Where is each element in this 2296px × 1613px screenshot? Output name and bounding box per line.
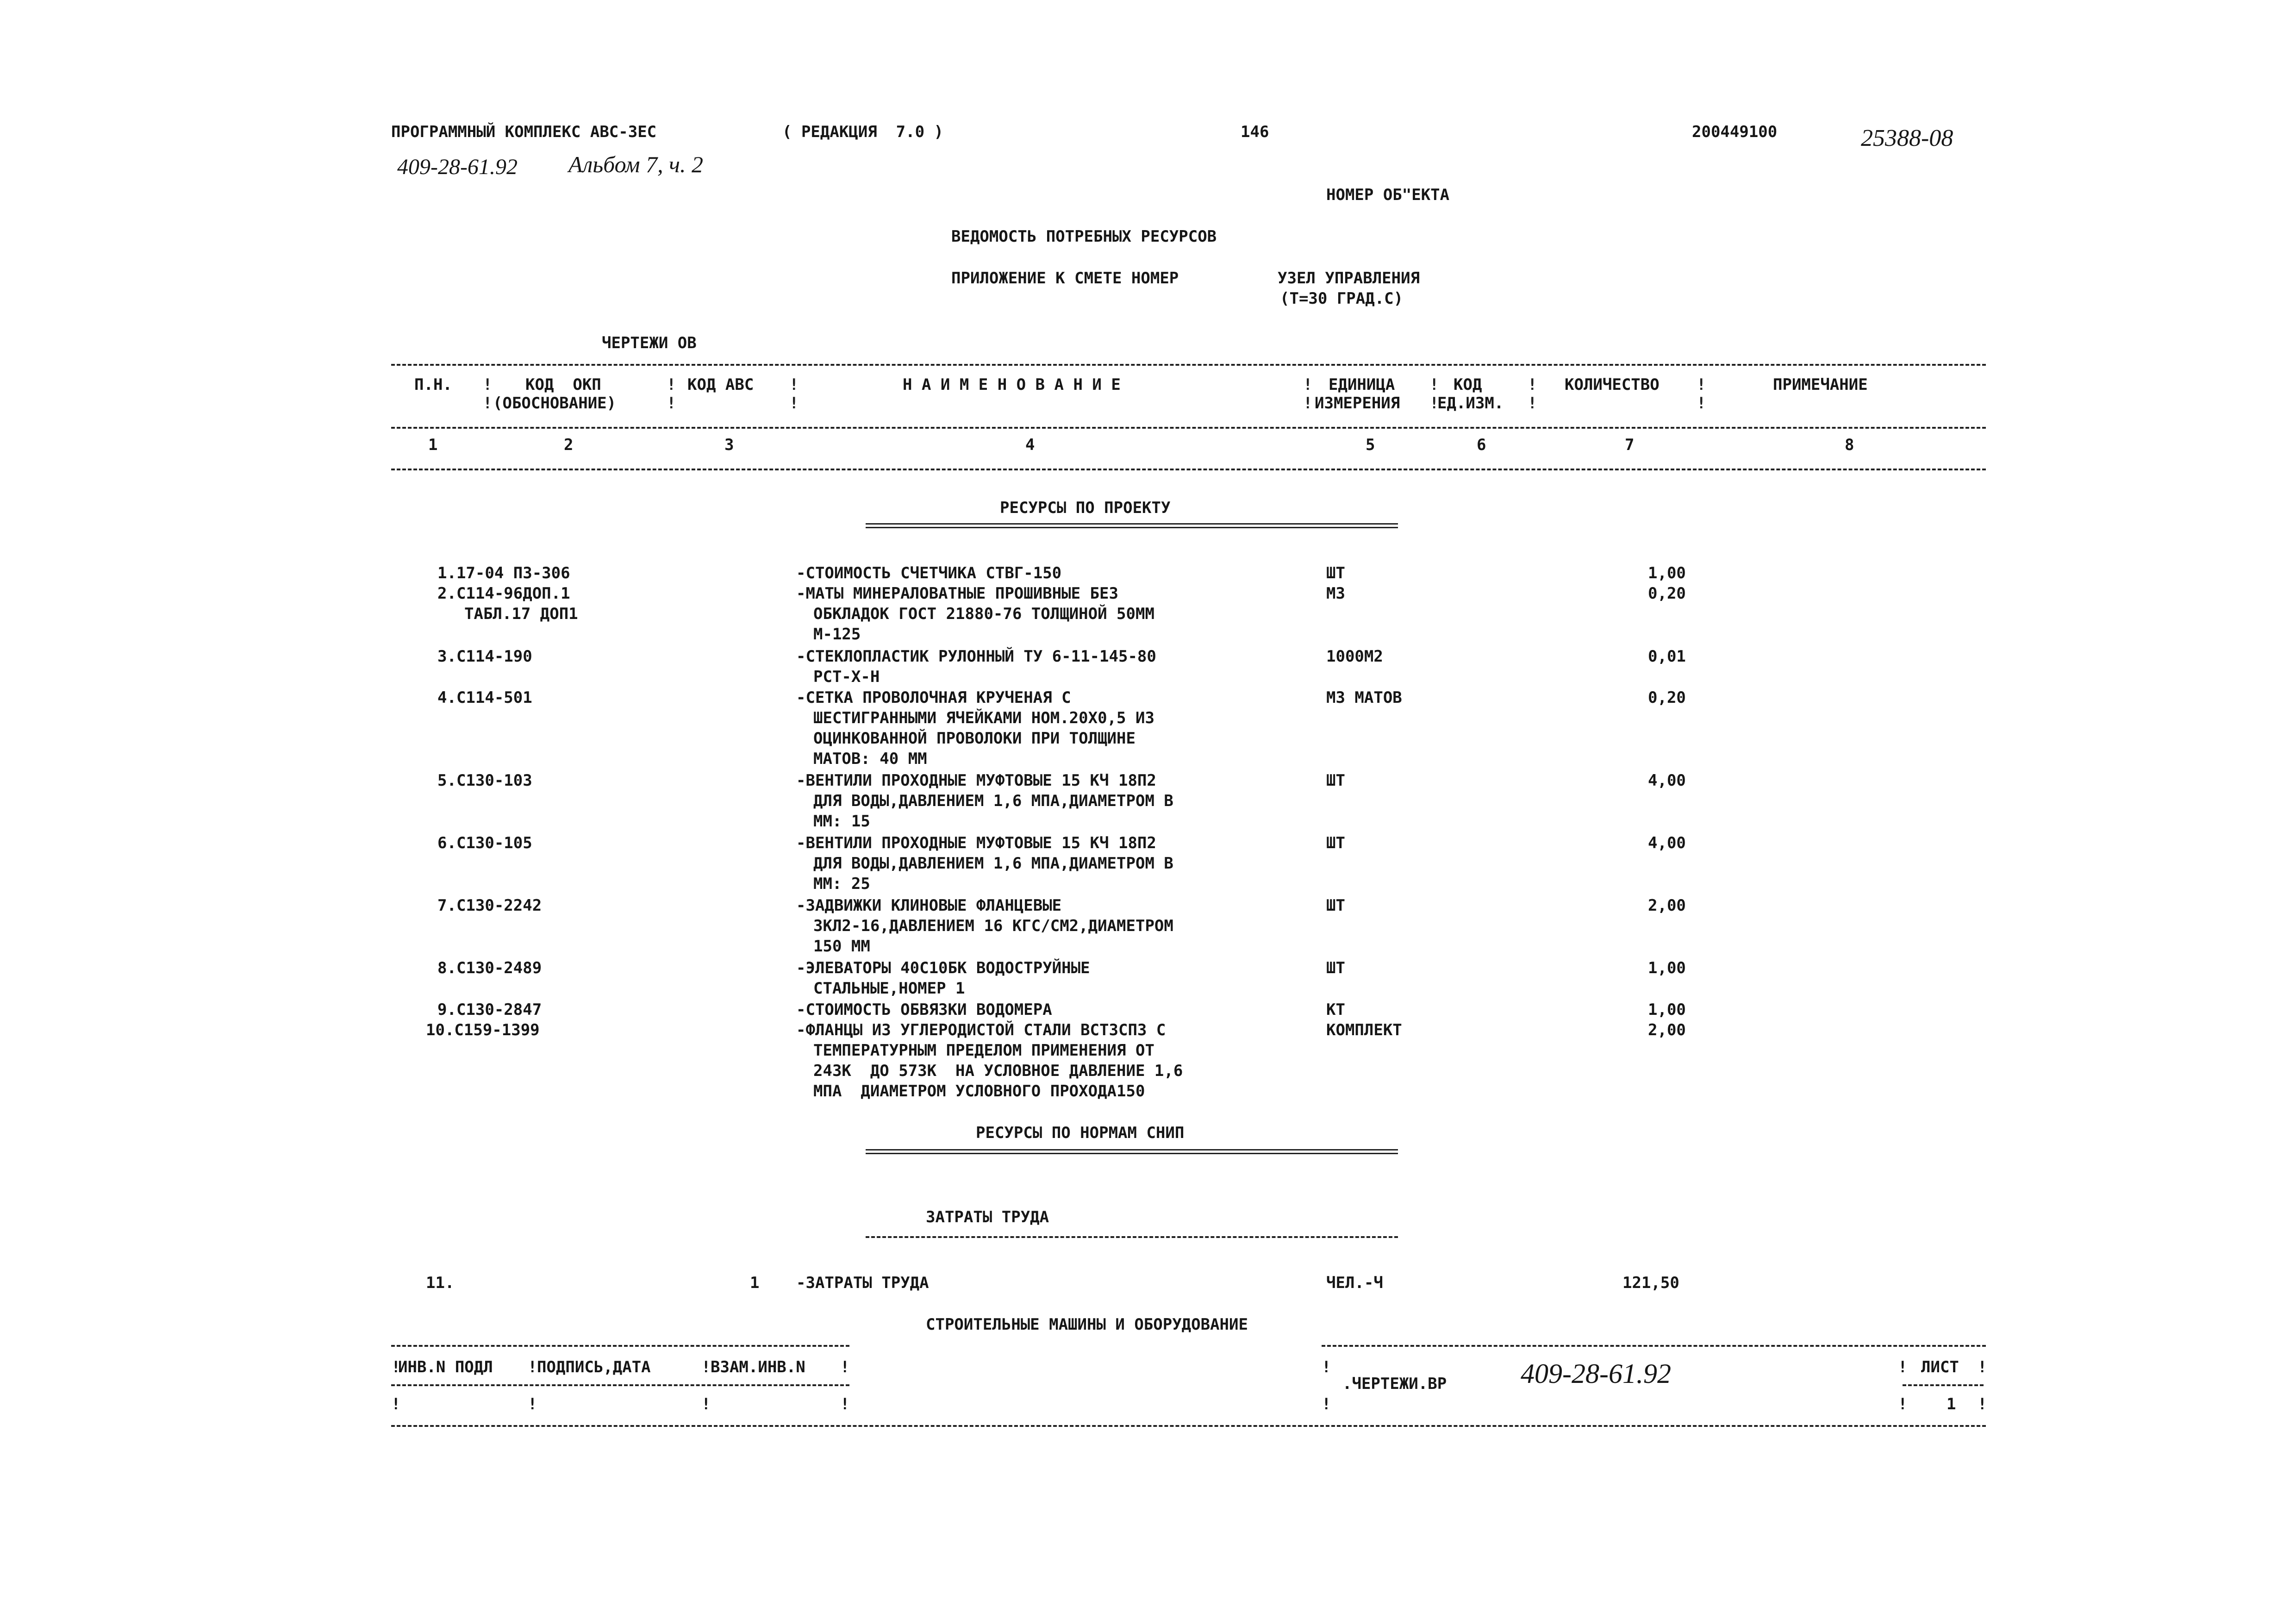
col-separator: ! [1697, 375, 1706, 394]
row-code: 4.С114-501 [437, 688, 532, 707]
row-code: 2.С114-96ДОП.1 [437, 584, 570, 603]
row-name: ДЛЯ ВОДЫ,ДАВЛЕНИЕМ 1,6 МПА,ДИАМЕТРОМ В [813, 792, 1173, 810]
row-quantity: 2,00 [1648, 896, 1686, 915]
footer-separator: ! [1898, 1395, 1908, 1413]
row-name: -ФЛАНЦЫ ИЗ УГЛЕРОДИСТОЙ СТАЛИ ВСТ3СП3 С [796, 1021, 1166, 1039]
row-unit: М3 МАТОВ [1326, 688, 1402, 707]
col-abc: КОД АВС [687, 375, 754, 394]
handwritten-album-label: Альбом 7, ч. 2 [568, 151, 703, 177]
row-name: М-125 [813, 625, 861, 644]
document-code: 200449100 [1692, 123, 1778, 141]
section-underline [866, 523, 1398, 525]
row-code: 8.С130-2489 [437, 959, 542, 977]
col-separator: ! [1429, 394, 1439, 413]
col-separator: ! [789, 375, 799, 394]
footer-left-top-rule [391, 1345, 849, 1347]
row-name: МАТОВ: 40 ММ [813, 750, 927, 768]
section-underline [866, 1149, 1398, 1150]
col-unit-code-line2: ЕД.ИЗМ. [1437, 394, 1504, 413]
object-number-label: НОМЕР ОБ"ЕКТА [1326, 186, 1450, 204]
col-name: Н А И М Е Н О В А Н И Е [903, 375, 1121, 394]
col-number: 5 [1366, 436, 1375, 454]
footer-inv-label: ИНВ.N ПОДЛ [398, 1358, 493, 1376]
section-snip-resources: РЕСУРСЫ ПО НОРМАМ СНИП [976, 1124, 1185, 1142]
document-title: ВЕДОМОСТЬ ПОТРЕБНЫХ РЕСУРСОВ [951, 227, 1217, 246]
row-name: ДЛЯ ВОДЫ,ДАВЛЕНИЕМ 1,6 МПА,ДИАМЕТРОМ В [813, 854, 1173, 873]
footer-sheet-mid-rule [1903, 1384, 1984, 1386]
footer-separator: ! [701, 1358, 711, 1376]
row-name: СТАЛЬНЫЕ,НОМЕР 1 [813, 979, 965, 998]
row-quantity: 0,01 [1648, 647, 1686, 666]
footer-sheet-number: 1 [1947, 1395, 1956, 1413]
table-top-rule [391, 364, 1986, 366]
footer-handwritten-code: 409-28-61.92 [1521, 1358, 1671, 1389]
row-unit: ШТ [1326, 959, 1345, 977]
col-separator: ! [1429, 375, 1439, 394]
footer-separator: ! [528, 1358, 537, 1376]
footer-separator: ! [1322, 1395, 1331, 1413]
footer-separator: ! [1322, 1358, 1331, 1376]
labor-abc: 1 [750, 1274, 760, 1292]
subtitle-line-2: (Т=30 ГРАД.С) [1280, 289, 1404, 308]
row-code: 3.С114-190 [437, 647, 532, 666]
row-quantity: 4,00 [1648, 834, 1686, 852]
footer-left-mid-rule [391, 1384, 849, 1386]
section-project-resources: РЕСУРСЫ ПО ПРОЕКТУ [1000, 499, 1171, 517]
row-name: МПА ДИАМЕТРОМ УСЛОВНОГО ПРОХОДА150 [813, 1082, 1145, 1100]
drawings-label: ЧЕРТЕЖИ ОВ [602, 334, 697, 352]
edition: ( РЕДАКЦИЯ 7.0 ) [782, 123, 943, 141]
program-name: ПРОГРАММНЫЙ КОМПЛЕКС АВС-3ЕС [391, 123, 657, 141]
row-name: ММ: 25 [813, 875, 870, 893]
row-code: 9.С130-2847 [437, 1000, 542, 1019]
row-name: ОБКЛАДОК ГОСТ 21880-76 ТОЛЩИНОЙ 50ММ [813, 605, 1154, 623]
col-number: 8 [1845, 436, 1854, 454]
row-unit: 1000М2 [1326, 647, 1383, 666]
col-okp-line1: КОД ОКП [525, 375, 601, 394]
row-unit: ШТ [1326, 771, 1345, 790]
footer-drawings-label: .ЧЕРТЕЖИ.ВР [1342, 1375, 1447, 1393]
row-name: 150 ММ [813, 937, 870, 956]
col-note: ПРИМЕЧАНИЕ [1773, 375, 1868, 394]
labor-pn: 11. [426, 1274, 455, 1292]
row-unit: ШТ [1326, 834, 1345, 852]
col-separator: ! [1528, 394, 1537, 413]
row-quantity: 1,00 [1648, 959, 1686, 977]
col-separator: ! [789, 394, 799, 413]
row-quantity: 0,20 [1648, 688, 1686, 707]
row-name: -СЕТКА ПРОВОЛОЧНАЯ КРУЧЕНАЯ С [796, 688, 1071, 707]
footer-separator: ! [701, 1395, 711, 1413]
row-quantity: 1,00 [1648, 1000, 1686, 1019]
col-separator: ! [667, 375, 676, 394]
labor-unit: ЧЕЛ.-Ч [1326, 1274, 1383, 1292]
col-okp-line2: (ОБОСНОВАНИЕ) [493, 394, 617, 413]
col-separator: ! [483, 375, 493, 394]
subtitle-line-1: УЗЕЛ УПРАВЛЕНИЯ [1278, 269, 1420, 288]
col-number: 6 [1477, 436, 1486, 454]
row-name: ММ: 15 [813, 812, 870, 831]
row-unit: ШТ [1326, 564, 1345, 582]
row-quantity: 0,20 [1648, 584, 1686, 603]
page-number: 146 [1241, 123, 1269, 141]
footer-bottom-rule [391, 1425, 1986, 1427]
handwritten-album-code: 409-28-61.92 [397, 155, 518, 179]
footer-right-top-rule [1322, 1345, 1986, 1347]
footer-separator: ! [528, 1395, 537, 1413]
row-code: 5.С130-103 [437, 771, 532, 790]
col-pn: П.Н. [414, 375, 452, 394]
table-number-rule [391, 469, 1986, 470]
row-name: -ЭЛЕВАТОРЫ 40С10БК ВОДОСТРУЙНЫЕ [796, 959, 1090, 977]
row-unit: КТ [1326, 1000, 1345, 1019]
footer-sign-label: ПОДПИСЬ,ДАТА [537, 1358, 651, 1376]
footer-vzam-label: ВЗАМ.ИНВ.N [711, 1358, 805, 1376]
col-number: 4 [1025, 436, 1035, 454]
footer-separator: ! [1978, 1358, 1987, 1376]
section-labor: ЗАТРАТЫ ТРУДА [926, 1208, 1049, 1226]
row-code: ТАБЛ.17 ДОП1 [464, 605, 578, 623]
row-unit: КОМПЛЕКТ [1326, 1021, 1402, 1039]
row-name: -МАТЫ МИНЕРАЛОВАТНЫЕ ПРОШИВНЫЕ БЕЗ [796, 584, 1118, 603]
col-unit-line1: ЕДИНИЦА [1329, 375, 1395, 394]
subtitle-prefix: ПРИЛОЖЕНИЕ К СМЕТЕ НОМЕР [951, 269, 1179, 288]
col-separator: ! [483, 394, 493, 413]
footer-separator: ! [840, 1358, 850, 1376]
row-name: -СТОИМОСТЬ ОБВЯЗКИ ВОДОМЕРА [796, 1000, 1052, 1019]
labor-quantity: 121,50 [1622, 1274, 1679, 1292]
col-separator: ! [1697, 394, 1706, 413]
col-number: 2 [564, 436, 574, 454]
row-name: -ВЕНТИЛИ ПРОХОДНЫЕ МУФТОВЫЕ 15 КЧ 18П2 [796, 834, 1156, 852]
footer-sheet-label: ЛИСТ [1921, 1358, 1959, 1376]
row-name: 243К ДО 573К НА УСЛОВНОЕ ДАВЛЕНИЕ 1,6 [813, 1062, 1183, 1080]
row-code: 10.С159-1399 [426, 1021, 540, 1039]
row-code: 1.17-04 ПЗ-306 [437, 564, 570, 582]
col-number: 7 [1625, 436, 1635, 454]
row-unit: ШТ [1326, 896, 1345, 915]
footer-separator: ! [391, 1395, 401, 1413]
row-quantity: 2,00 [1648, 1021, 1686, 1039]
row-name: -СТОИМОСТЬ СЧЕТЧИКА СТВГ-150 [796, 564, 1062, 582]
footer-separator: ! [391, 1358, 401, 1376]
row-name: ШЕСТИГРАННЫМИ ЯЧЕЙКАМИ НОМ.20Х0,5 ИЗ [813, 709, 1154, 727]
footer-separator: ! [840, 1395, 850, 1413]
col-separator: ! [1303, 375, 1313, 394]
table-header-rule [391, 427, 1986, 429]
labor-name: -ЗАТРАТЫ ТРУДА [796, 1274, 929, 1292]
row-name: ТЕМПЕРАТУРНЫМ ПРЕДЕЛОМ ПРИМЕНЕНИЯ ОТ [813, 1041, 1154, 1060]
col-separator: ! [1303, 394, 1313, 413]
row-quantity: 4,00 [1648, 771, 1686, 790]
handwritten-registration-number: 25388-08 [1861, 125, 1953, 151]
row-code: 6.С130-105 [437, 834, 532, 852]
col-number: 1 [428, 436, 438, 454]
footer-separator: ! [1978, 1395, 1987, 1413]
section-underline [866, 1236, 1398, 1238]
row-quantity: 1,00 [1648, 564, 1686, 582]
col-separator: ! [1528, 375, 1537, 394]
section-machines: СТРОИТЕЛЬНЫЕ МАШИНЫ И ОБОРУДОВАНИЕ [926, 1315, 1248, 1334]
row-unit: М3 [1326, 584, 1345, 603]
footer-separator: ! [1898, 1358, 1908, 1376]
row-name: ОЦИНКОВАННОЙ ПРОВОЛОКИ ПРИ ТОЛЩИНЕ [813, 729, 1136, 748]
row-name: -ЗАДВИЖКИ КЛИНОВЫЕ ФЛАНЦЕВЫЕ [796, 896, 1062, 915]
row-name: -ВЕНТИЛИ ПРОХОДНЫЕ МУФТОВЫЕ 15 КЧ 18П2 [796, 771, 1156, 790]
col-separator: ! [667, 394, 676, 413]
row-name: ЗКЛ2-16,ДАВЛЕНИЕМ 16 КГС/СМ2,ДИАМЕТРОМ [813, 917, 1173, 935]
col-quantity: КОЛИЧЕСТВО [1565, 375, 1660, 394]
col-number: 3 [724, 436, 734, 454]
row-name: -СТЕКЛОПЛАСТИК РУЛОННЫЙ ТУ 6-11-145-80 [796, 647, 1156, 666]
row-name: РСТ-Х-Н [813, 668, 880, 686]
row-code: 7.С130-2242 [437, 896, 542, 915]
col-unit-code-line1: КОД [1454, 375, 1482, 394]
col-unit-line2: ИЗМЕРЕНИЯ [1315, 394, 1400, 413]
